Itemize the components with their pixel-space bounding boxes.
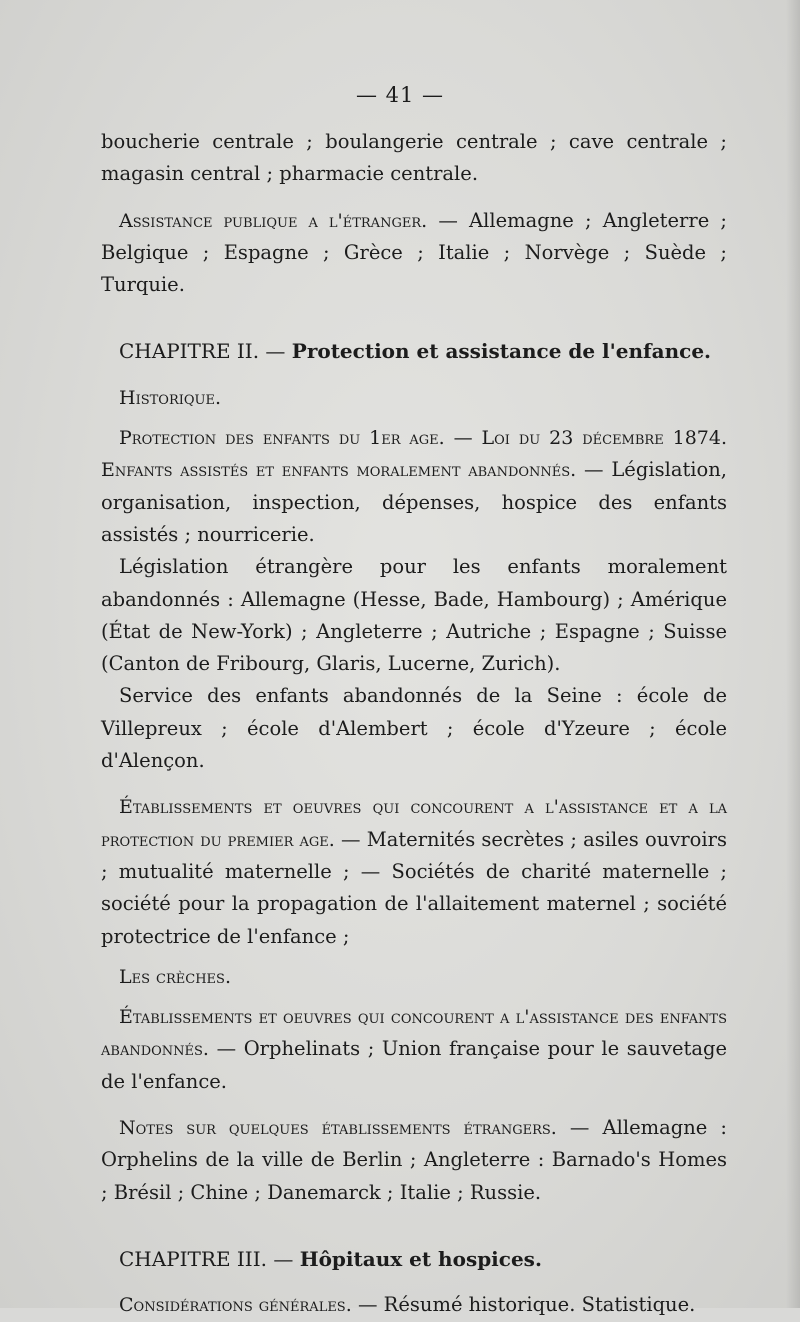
- paragraph-service-seine: Service des enfants abandonnés de la Seine : école de Villepreux ; école d'Alembert ; école d'Yzeure ; école d'Alençon.: [101, 684, 727, 773]
- protection-enfants-heading: Protection des enfants du 1er age. — Loi du 23 décembre 1874. Enfants assistés et enfants moralement abandonnés.: [101, 427, 727, 482]
- paragraph-legislation-etrangere: Législation étrangère pour les enfants moralement abandonnés : Allemagne (Hesse, Bade, Hambourg) ; Amérique (État de New-York) ; Angleterre ; Autriche ; Espagne ; Suisse (Canton de Fribourg, Glaris, Lucerne, Zurich).: [101, 555, 727, 676]
- chapter-2-title: Protection et assistance de l'enfance.: [291, 339, 712, 364]
- protection-enfants-body: — Législation, organisation, inspection, dépenses, hospice des enfants assistés ; nourricerie.: [101, 458, 728, 546]
- page-text: [101, 126, 727, 1322]
- considerations-body: — Résumé historique. Statistique.: [351, 1293, 696, 1317]
- chapter-3-label: CHAPITRE III. —: [119, 1246, 300, 1271]
- paragraph-notes-etrangers: [101, 1112, 727, 1209]
- chapter-3-title: Hôpitaux et hospices.: [299, 1246, 542, 1271]
- paragraph-considerations: [101, 1289, 727, 1321]
- chapter-2-heading: [101, 335, 727, 367]
- considerations-heading: Considérations générales.: [119, 1294, 352, 1317]
- assistance-etranger-heading: Assistance publique a l'étranger.: [119, 209, 428, 232]
- creches-label: Les crèches.: [119, 965, 231, 988]
- chapter-2-label: CHAPITRE II. —: [119, 339, 292, 364]
- notes-etrangers-body: — Allemagne : Orphelins de la ville de Berlin ; Angleterre : Barnado's Homes ; Brésil ; Chine ; Danemarck ; Italie ; Russie.: [101, 1116, 727, 1204]
- paragraph-etablissements-abandonnes: [101, 1001, 727, 1098]
- page-edge-shadow: [786, 0, 800, 1308]
- creches-heading: [101, 961, 727, 993]
- page-number: — 41 —: [355, 83, 445, 107]
- historique-label: Historique.: [119, 386, 222, 409]
- abandonnes-body: — Orphelinats ; Union française pour le sauvetage de l'enfance.: [101, 1037, 727, 1093]
- assistance-etranger-body: — Allemagne ; Angleterre ; Belgique ; Espagne ; Grèce ; Italie ; Norvège ; Suède ; Turquie.: [101, 208, 727, 297]
- paragraph-assistance-etranger: [101, 205, 727, 302]
- paragraph-etablissements-premier-age: [101, 791, 727, 952]
- historique-heading: [101, 382, 727, 414]
- paragraph-services-centraux: boucherie centrale ; boulangerie centrale ; cave centrale ; magasin central ; pharmacie centrale.: [101, 130, 727, 186]
- paragraph-protection-enfants: [101, 422, 727, 551]
- premier-age-heading: Établissements et oeuvres qui concourent a l'assistance et a la protection du premier age.: [101, 796, 727, 851]
- notes-etrangers-heading: Notes sur quelques établissements étrangers.: [119, 1117, 557, 1140]
- abandonnes-heading: Établissements et oeuvres qui concourent a l'assistance des enfants abandonnés.: [101, 1006, 727, 1061]
- premier-age-body: — Maternités secrètes ; asiles ouvroirs ; mutualité maternelle ; — Sociétés de charité maternelle ; société pour la propagation de l'allaitement maternel ; société protectrice de l'enfance ;: [101, 827, 727, 948]
- chapter-3-heading: [101, 1243, 727, 1275]
